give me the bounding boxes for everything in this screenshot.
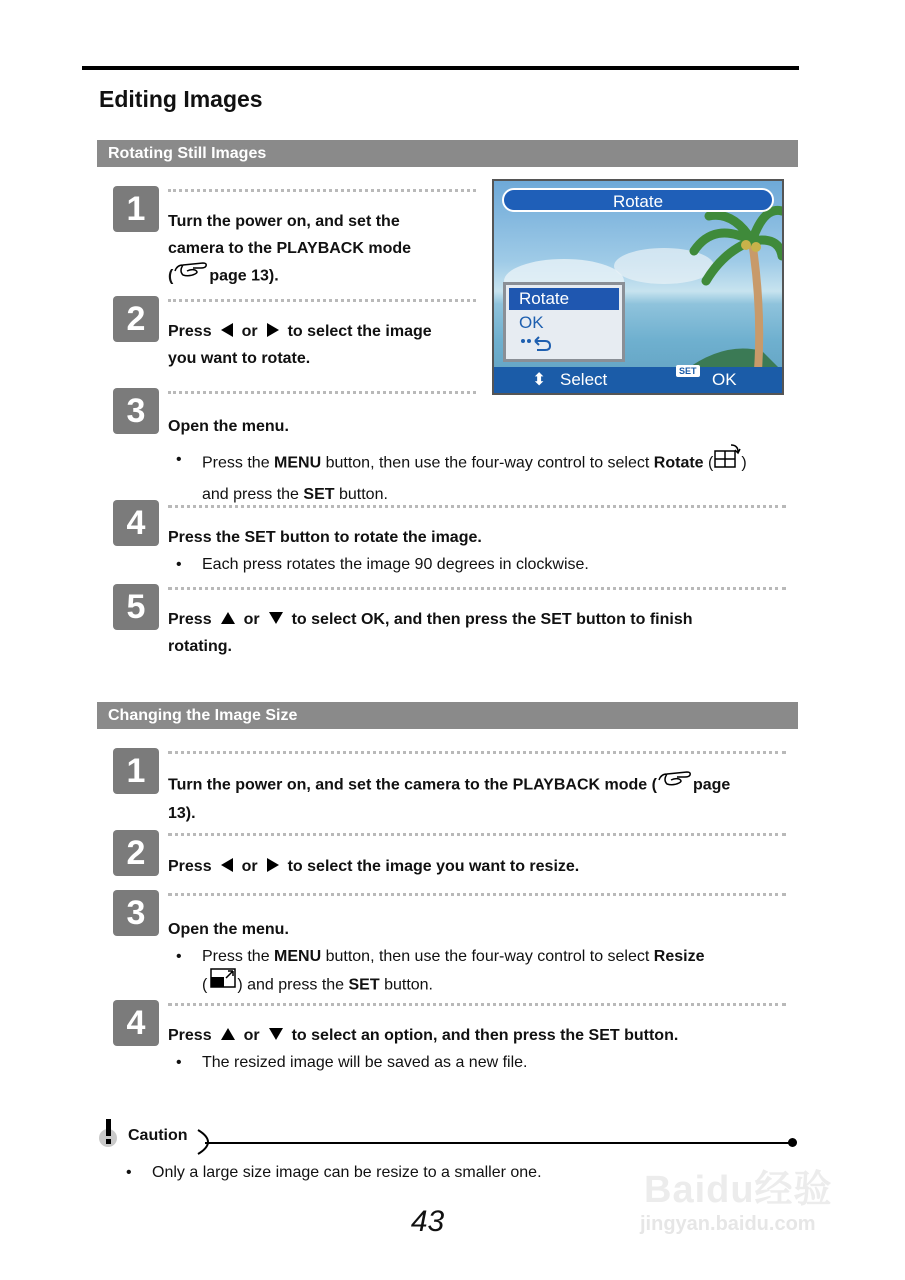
- dotted-divider: [168, 1003, 786, 1006]
- step-number-2: 2: [113, 296, 159, 342]
- step-number-4: 4: [113, 1000, 159, 1046]
- step-number-1: 1: [113, 748, 159, 794]
- step-5-text: Press or to select OK, and then press the SET button to finish rotating.: [168, 611, 693, 655]
- section-header-image-size: Changing the Image Size: [97, 702, 798, 729]
- ok-hint: OK: [712, 370, 737, 389]
- down-arrow-icon: [269, 1028, 283, 1040]
- caution-text: Only a large size image can be resize to a smaller one.: [152, 1164, 542, 1181]
- bullet-dot: •: [176, 948, 182, 965]
- menu-item-back[interactable]: [509, 335, 619, 357]
- dotted-divider: [168, 833, 786, 836]
- dotted-divider: [168, 391, 476, 394]
- step-4-bullet: Each press rotates the image 90 degrees in clockwise.: [202, 556, 589, 573]
- camera-lcd-screen: [492, 179, 784, 395]
- screen-bottom-bar: [494, 367, 782, 393]
- page-title: Editing Images: [99, 86, 263, 112]
- up-arrow-icon: [221, 612, 235, 624]
- watermark-brand: Baidu经验: [644, 1169, 833, 1211]
- caution-rule: [205, 1142, 792, 1144]
- back-arrow-icon: [519, 338, 553, 357]
- dotted-divider: [168, 189, 476, 192]
- set-badge: SET: [676, 365, 700, 377]
- resize-step-4-bullet: The resized image will be saved as a new file.: [202, 1054, 528, 1071]
- section-header-rotating: Rotating Still Images: [97, 140, 798, 167]
- step-2-text: Press or to select the image you want to rotate.: [168, 323, 432, 367]
- step-3-bullet: Press the MENU button, then use the four-way control to select Rotate ( ) and press the SET button.: [202, 446, 802, 508]
- step-3-text: Open the menu.: [168, 418, 289, 435]
- select-hint: Select: [560, 370, 608, 389]
- dotted-divider: [168, 751, 786, 754]
- resize-step-4-text: Press or to select an option, and then press the SET button.: [168, 1027, 679, 1044]
- step-number-4: 4: [113, 500, 159, 546]
- left-arrow-icon: [221, 323, 233, 337]
- caution-rule-end-dot: [788, 1138, 797, 1147]
- step-1-text: Turn the power on, and set the camera to the PLAYBACK mode ( page 13).: [168, 208, 488, 291]
- caution-icon: [96, 1118, 126, 1157]
- resize-step-3-bullet: Press the MENU button, then use the four-way control to select Resize ( ) and press the SET button.: [202, 943, 802, 1001]
- dotted-divider: [168, 505, 786, 508]
- rotate-menu: [503, 282, 625, 362]
- step-4-text: Press the SET button to rotate the image.: [168, 529, 482, 546]
- dotted-divider: [168, 299, 476, 302]
- resize-step-1-text: Turn the power on, and set the camera to the PLAYBACK mode ( page 13).: [168, 771, 788, 827]
- step-number-2: 2: [113, 830, 159, 876]
- updown-icon: ⬍: [532, 370, 547, 389]
- page-number: 43: [410, 1205, 445, 1238]
- bullet-dot: •: [126, 1164, 132, 1181]
- caution-bracket: [196, 1128, 210, 1161]
- bullet-dot: •: [176, 1054, 182, 1071]
- dotted-divider: [168, 587, 786, 590]
- hand-pointer-icon: [173, 259, 209, 288]
- screen-title: Rotate: [502, 188, 774, 212]
- watermark-url: jingyan.baidu.com: [640, 1213, 816, 1235]
- bullet-dot: •: [176, 451, 182, 468]
- step-number-3: 3: [113, 890, 159, 936]
- step-number-5: 5: [113, 584, 159, 630]
- down-arrow-icon: [269, 612, 283, 624]
- menu-item-rotate[interactable]: Rotate: [509, 288, 619, 310]
- right-arrow-icon: [267, 323, 279, 337]
- dotted-divider: [168, 893, 786, 896]
- menu-item-ok[interactable]: OK: [519, 313, 544, 332]
- step-number-3: 3: [113, 388, 159, 434]
- hand-pointer-icon: [657, 768, 693, 797]
- resize-step-2-text: Press or to select the image you want to resize.: [168, 858, 580, 875]
- resize-icon: [207, 967, 237, 998]
- left-arrow-icon: [221, 858, 233, 872]
- step-number-1: 1: [113, 186, 159, 232]
- bullet-dot: •: [176, 556, 182, 573]
- right-arrow-icon: [267, 858, 279, 872]
- top-rule: [82, 66, 799, 70]
- up-arrow-icon: [221, 1028, 235, 1040]
- rotate-icon: [713, 443, 741, 478]
- resize-step-3-text: Open the menu.: [168, 921, 289, 938]
- caution-label: Caution: [128, 1127, 188, 1144]
